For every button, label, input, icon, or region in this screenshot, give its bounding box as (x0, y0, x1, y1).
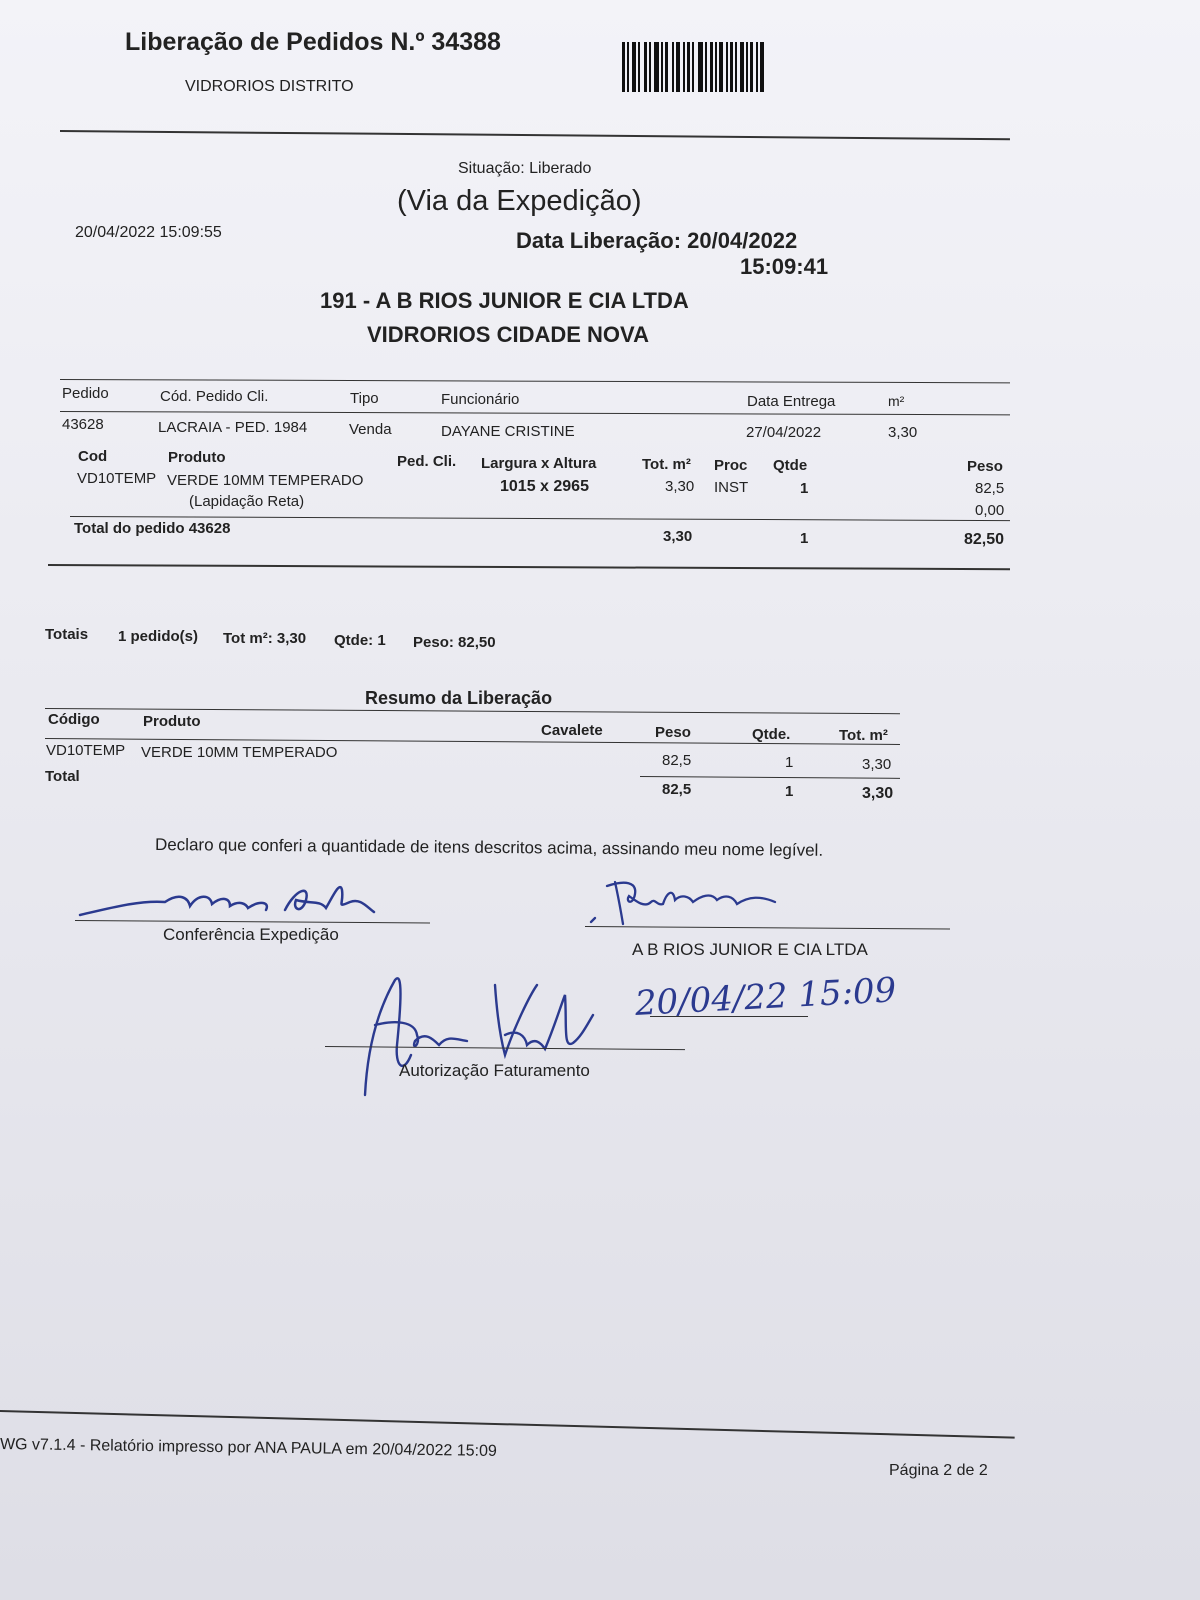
item-col-proc: Proc (714, 457, 748, 474)
totals-peso: Peso: 82,50 (413, 634, 496, 651)
row-data-entrega: 27/04/2022 (746, 424, 822, 441)
item-produto: VERDE 10MM TEMPERADO (167, 472, 364, 489)
document-title: Liberação de Pedidos N.º 34388 (125, 28, 501, 56)
summary-row-codigo: VD10TEMP (46, 742, 126, 759)
handwritten-date: 20/04/22 15:09 (633, 970, 898, 1024)
col-cod-pedido-cli: Cód. Pedido Cli. (160, 388, 269, 405)
summary-row-peso: 82,5 (662, 752, 692, 769)
totals-m2: Tot m²: 3,30 (223, 630, 307, 647)
item-col-ped-cli: Ped. Cli. (397, 453, 457, 470)
summary-total-line (640, 776, 900, 779)
client-branch: VIDRORIOS CIDADE NOVA (367, 322, 649, 347)
item-col-produto: Produto (168, 449, 226, 466)
col-m2: m² (888, 393, 905, 409)
item-tot-m2: 3,30 (665, 478, 695, 495)
item-peso-extra: 0,00 (975, 502, 1005, 519)
order-total-peso: 82,50 (964, 531, 1005, 548)
summary-title: Resumo da Liberação (365, 688, 553, 708)
barcode-icon (622, 42, 788, 92)
printed-datetime: 20/04/2022 15:09:55 (75, 224, 222, 241)
summary-total-tot-m2: 3,30 (862, 785, 894, 802)
declaration-text: Declaro que conferi a quantidade de itens descritos acima, assinando meu nome legível. (154, 835, 824, 860)
col-funcionario: Funcionário (441, 391, 520, 408)
summary-row-qtde: 1 (785, 754, 794, 771)
item-col-tot-m2: Tot. m² (642, 456, 691, 473)
footer-printed-by: WG v7.1.4 - Relatório impresso por ANA PAULA em 20/04/2022 15:09 (0, 1436, 497, 1460)
item-col-cod: Cod (78, 448, 108, 465)
item-detail: (Lapidação Reta) (189, 493, 305, 510)
order-total-qtde: 1 (800, 530, 809, 547)
expedicao-signature-icon (70, 870, 400, 925)
summary-col-tot-m2: Tot. m² (839, 727, 888, 744)
col-data-entrega: Data Entrega (747, 393, 836, 410)
order-total-m2: 3,30 (663, 528, 693, 545)
client-label: A B RIOS JUNIOR E CIA LTDA (632, 940, 868, 959)
col-pedido: Pedido (62, 385, 109, 402)
faturamento-label: Autorização Faturamento (399, 1061, 590, 1080)
status-label: Situação: Liberado (458, 160, 592, 177)
order-section-bottom-line (48, 564, 1010, 570)
item-col-peso: Peso (967, 458, 1003, 475)
summary-col-peso: Peso (655, 724, 691, 741)
release-date: Data Liberação: 20/04/2022 (516, 228, 798, 253)
item-cod: VD10TEMP (77, 470, 157, 487)
row-pedido: 43628 (62, 416, 104, 433)
totals-qtde: Qtde: 1 (334, 632, 386, 649)
header-divider (60, 130, 1010, 140)
summary-total-label: Total (45, 768, 80, 785)
summary-total-peso: 82,5 (662, 781, 692, 798)
order-total-label: Total do pedido 43628 (74, 520, 231, 537)
item-proc: INST (714, 479, 749, 496)
item-dimensions: 1015 x 2965 (500, 478, 589, 495)
summary-col-cavalete: Cavalete (541, 722, 603, 739)
row-tipo: Venda (349, 421, 392, 438)
expedicao-label: Conferência Expedição (163, 925, 339, 944)
item-qtde: 1 (800, 480, 809, 497)
client-line: 191 - A B RIOS JUNIOR E CIA LTDA (320, 288, 689, 313)
summary-col-produto: Produto (143, 713, 201, 730)
order-table-top-line (60, 379, 1010, 383)
summary-col-codigo: Código (48, 711, 100, 728)
col-tipo: Tipo (350, 390, 379, 407)
item-col-dimensions: Largura x Altura (481, 455, 597, 472)
item-col-qtde: Qtde (773, 457, 808, 474)
client-signature-icon (585, 872, 805, 932)
page-number: Página 2 de 2 (889, 1462, 988, 1479)
company-name: VIDRORIOS DISTRITO (185, 78, 354, 95)
row-m2: 3,30 (888, 424, 918, 441)
order-table-header-line (60, 411, 1010, 415)
copy-label: (Via da Expedição) (397, 185, 642, 217)
item-peso: 82,5 (975, 480, 1005, 497)
row-funcionario: DAYANE CRISTINE (441, 423, 575, 440)
summary-row-produto: VERDE 10MM TEMPERADO (141, 744, 338, 761)
totals-label: Totais (45, 626, 89, 643)
totals-orders: 1 pedido(s) (118, 628, 199, 645)
release-time: 15:09:41 (740, 254, 829, 279)
summary-col-qtde: Qtde. (752, 726, 791, 743)
handwritten-date-underline (650, 1016, 808, 1017)
footer-divider (0, 1410, 1015, 1439)
summary-row-tot-m2: 3,30 (862, 756, 892, 773)
row-cod-pedido-cli: LACRAIA - PED. 1984 (158, 419, 308, 436)
summary-total-qtde: 1 (785, 783, 794, 800)
